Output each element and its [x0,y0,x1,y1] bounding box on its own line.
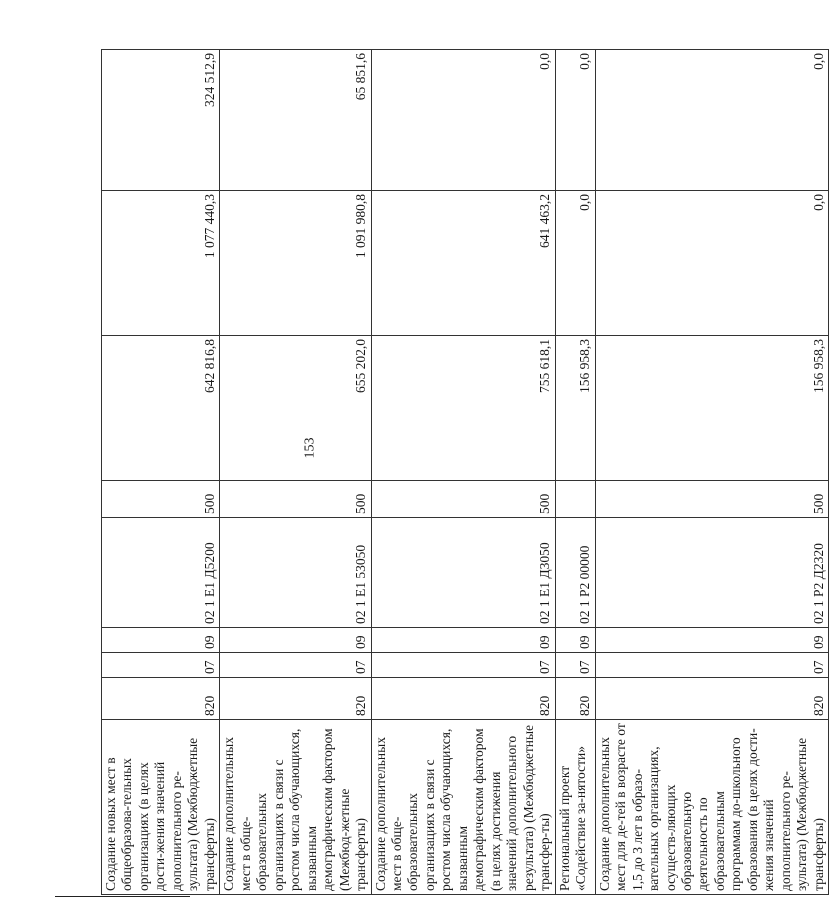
amount-year-1: 642 816,8 [102,336,220,481]
footnote-separator [55,896,190,897]
row-name: Создание дополнительных мест в обще-образовательных организациях в связи с ростом числа обучающихся, вызванным демографическим фактором (Межбюд-жетные трансферты) [220,720,371,895]
amount-year-3: 0,0 [371,50,555,191]
table-row [555,50,595,895]
amount-year-3: 65 851,6 [220,50,371,191]
expense-type-code: 500 [220,481,371,518]
section-code: 07 [595,653,829,678]
subsection-code: 09 [371,628,555,653]
expense-type-code: 500 [595,481,829,518]
section-code: 07 [371,653,555,678]
target-article-code: 02 1 Р2 Д2320 [595,518,829,628]
expense-type-code: 500 [102,481,220,518]
subsection-code: 09 [220,628,371,653]
amount-year-3: 0,0 [555,50,595,191]
budget-table [101,49,829,895]
target-article-code: 02 1 Е1 53050 [220,518,371,628]
target-article-code: 02 1 Е1 Д5200 [102,518,220,628]
amount-year-1: 156 958,3 [595,336,829,481]
table-row [102,50,220,895]
section-code: 07 [102,653,220,678]
expense-type-code [555,481,595,518]
amount-year-1: 755 618,1 [371,336,555,481]
row-name: Создание новых мест в общеобразова-тельных организациях (в целях дости-жения значений дополнительного ре-зультата) (Межбюджетные трансферты) [102,720,220,895]
amount-year-1: 156 958,3 [555,336,595,481]
amount-year-3: 324 512,9 [102,50,220,191]
expense-type-code: 500 [371,481,555,518]
amount-year-2: 0,0 [595,191,829,336]
grbs-code: 820 [371,678,555,720]
amount-year-2: 0,0 [555,191,595,336]
page-number: 153 [302,437,318,459]
table-row [595,50,829,895]
section-code: 07 [220,653,371,678]
amount-year-2: 1 077 440,3 [102,191,220,336]
subsection-code: 09 [102,628,220,653]
subsection-code: 09 [555,628,595,653]
row-name: Региональный проект «Содействие за-нятости» [555,720,595,895]
amount-year-3: 0,0 [595,50,829,191]
amount-year-1: 655 202,0 [220,336,371,481]
budget-table-container [101,50,826,895]
amount-year-2: 641 463,2 [371,191,555,336]
target-article-code: 02 1 Р2 00000 [555,518,595,628]
subsection-code: 09 [595,628,829,653]
table-row [220,50,371,895]
grbs-code: 820 [220,678,371,720]
amount-year-2: 1 091 980,8 [220,191,371,336]
section-code: 07 [555,653,595,678]
table-row [371,50,555,895]
grbs-code: 820 [555,678,595,720]
grbs-code: 820 [595,678,829,720]
row-name: Создание дополнительных мест для де-тей в возрасте от 1,5 до 3 лет в образо-вательных организациях, осуществ-ляющих образовательную деятельность по образовательным программам до-школьного образования (в целях дости-жения значений дополнительного ре-зультата) (Межбюджетные трансферты) [595,720,829,895]
row-name: Создание дополнительных мест в обще-образовательных организациях в связи с ростом числа обучающихся, вызванным демографическим фактором (в целях достижения значений дополнительного результата) (Межбюджетные трансфер-ты) [371,720,555,895]
target-article-code: 02 1 Е1 Д3050 [371,518,555,628]
grbs-code: 820 [102,678,220,720]
